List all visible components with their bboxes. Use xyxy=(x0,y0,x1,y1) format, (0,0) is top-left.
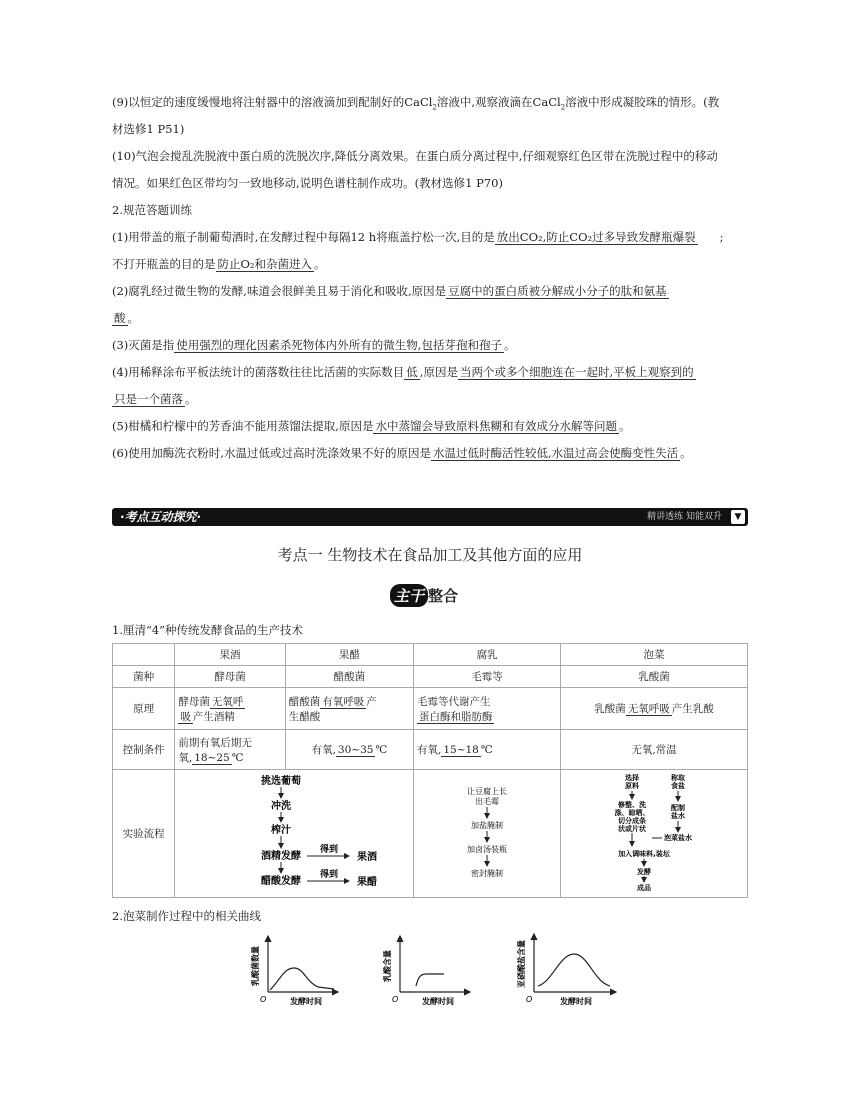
answer: 蛋白酶和脂肪酶 xyxy=(418,710,493,723)
text: 。 xyxy=(314,257,326,271)
origin-label: O xyxy=(260,995,267,1004)
table-cell: 毛霉等 xyxy=(413,666,560,688)
topic-heading: 考点一 生物技术在食品加工及其他方面的应用 xyxy=(277,546,583,564)
table-cell: 无氧,常温 xyxy=(561,730,748,770)
curve-lactic-acid xyxy=(382,936,470,1006)
row-label: 菌种 xyxy=(113,666,175,688)
table-row xyxy=(113,666,748,688)
table-cell xyxy=(413,688,560,730)
text: 。 xyxy=(503,338,516,352)
text: ℃ xyxy=(231,751,244,764)
answer: 无氧呼 xyxy=(211,695,244,708)
flow-step: 配制 xyxy=(671,804,685,812)
curve-nitrite xyxy=(516,934,616,1006)
y-axis-label: 乳酸含量 xyxy=(383,950,392,982)
origin-label: O xyxy=(526,995,533,1004)
flow-step: 密封腌制 xyxy=(470,869,503,878)
text: (1)用带盖的瓶子制葡萄酒时,在发酵过程中每隔12 h将瓶盖拧松一次,目的是 xyxy=(112,230,495,244)
flow-step: 果酒 xyxy=(357,852,378,863)
row-label: 原理 xyxy=(113,688,175,730)
flow-step: 盐水 xyxy=(671,812,685,820)
text: 。 xyxy=(618,419,631,433)
text: 乳酸菌 xyxy=(594,703,626,715)
text: ; xyxy=(719,230,724,244)
text: 毛霉等代谢产生 xyxy=(416,695,491,708)
flow-step: 酒精发酵 xyxy=(261,851,302,862)
curve-lactic-bacteria xyxy=(250,936,338,1006)
flow-step: 得到 xyxy=(320,870,339,880)
flow-step: 泡菜盐水 xyxy=(664,834,692,842)
text: 产生乳酸 xyxy=(671,703,714,715)
y-axis-label: 乳酸菌数量 xyxy=(251,946,260,986)
question-4-cont xyxy=(112,389,748,416)
banner-subtitle: 精讲透练 知能双升 xyxy=(647,512,722,522)
question-1 xyxy=(112,227,748,254)
table-cell xyxy=(413,730,560,770)
table-cell xyxy=(561,688,748,730)
flow-step: 涤、晾晒、 xyxy=(614,809,650,817)
text: 生醋酸 xyxy=(288,710,321,723)
wine-vinegar-flowchart xyxy=(181,772,407,892)
answer: 有氧呼吸 xyxy=(322,695,365,708)
text: 。 xyxy=(185,392,197,406)
row-label: 实验流程 xyxy=(113,770,175,898)
pickle-flowchart xyxy=(564,772,744,892)
text-block xyxy=(112,92,748,470)
answer: 豆腐中的蛋白质被分解成小分子的肽和氨基 xyxy=(448,284,667,298)
flow-step: 加盐腌制 xyxy=(470,821,503,830)
text: 产生酒精 xyxy=(192,710,235,723)
table-cell: 醋酸菌 xyxy=(285,666,413,688)
text: (9)以恒定的速度缓慢地将注射器中的溶液滴加到配制好的CaCl xyxy=(112,95,433,109)
answer: 低 xyxy=(406,365,418,379)
answer: 18~25 xyxy=(194,751,230,764)
flow-step: 冲洗 xyxy=(271,801,292,812)
section-banner xyxy=(112,508,748,526)
flow-step: 醋酸发酵 xyxy=(261,876,302,887)
flow-step: 成品 xyxy=(637,884,651,892)
text: 。 xyxy=(127,311,139,325)
answer: 无氧呼吸 xyxy=(627,703,670,715)
flow-step: 食盐 xyxy=(671,782,685,790)
question-6 xyxy=(112,443,748,470)
banner-title: ·考点互动探究· xyxy=(120,510,202,524)
flow-cell-pickle xyxy=(561,770,748,898)
table-cell xyxy=(285,730,413,770)
para-9-cont: 材选修1 P51) xyxy=(112,122,185,136)
question-5 xyxy=(112,416,748,443)
text: 醋酸菌 xyxy=(288,695,321,708)
answer: 防止O₂和杂菌进入 xyxy=(217,257,313,271)
flow-cell-wine xyxy=(175,770,414,898)
flow-step: 原料 xyxy=(625,782,639,790)
text: 不打开瓶盖的目的是 xyxy=(112,257,216,271)
flow-step: 选择 xyxy=(625,774,639,782)
table-cell xyxy=(175,730,285,770)
table-cell xyxy=(285,688,413,730)
text: (3)灭菌是指 xyxy=(112,338,175,352)
answer: 使用强烈的理化因素杀死物体内外所有的微生物,包括芽孢和孢子 xyxy=(176,338,502,352)
flow-step: 让豆腐上长 xyxy=(466,787,507,796)
flow-step: 发酵 xyxy=(637,868,651,876)
text: ℃ xyxy=(375,744,388,756)
row-label: 控制条件 xyxy=(113,730,175,770)
text: (4)用稀释涂布平板法统计的菌落数往往比活菌的实际数目 xyxy=(112,365,405,379)
answer: 30~35 xyxy=(337,744,374,756)
answer: 水中蒸馏会导致原料焦糊和有效成分水解等问题 xyxy=(375,419,617,433)
text: (5)柑橘和柠檬中的芳香油不能用蒸馏法提取,原因是 xyxy=(112,419,374,433)
table-cell xyxy=(113,644,175,666)
table-header: 果醋 xyxy=(285,644,413,666)
flow-step: 得到 xyxy=(320,845,339,855)
flow-step: 称取 xyxy=(671,774,685,782)
para-9: (9)以恒定的速度缓慢地将注射器中的溶液滴加到配制好的CaCl$_2$溶液中,观察液滴在CaCl$_2$溶液中形成凝胶珠的情形。(教 xyxy=(112,95,720,112)
flow-step: 加卤汤装瓶 xyxy=(466,845,507,854)
flow-step: 挑选葡萄 xyxy=(261,776,302,787)
table-header: 泡菜 xyxy=(561,644,748,666)
answer: 酸 xyxy=(114,311,126,325)
text: ,原因是 xyxy=(419,365,458,379)
pickle-curves xyxy=(248,930,628,1010)
x-axis-label: 发酵时间 xyxy=(560,997,592,1006)
flow-step: 果醋 xyxy=(357,877,378,888)
question-4 xyxy=(112,362,748,389)
table-row xyxy=(113,730,748,770)
section-1-title: 1.厘清“4”种传统发酵食品的生产技术 xyxy=(112,623,304,637)
table-header: 果酒 xyxy=(175,644,285,666)
y-axis-label: 亚硝酸盐含量 xyxy=(517,940,526,988)
text: 酵母菌 xyxy=(178,695,210,708)
text: 。 xyxy=(680,446,692,460)
flow-cell-sufu xyxy=(413,770,560,898)
flow-step: 加入调味料,装坛 xyxy=(618,850,670,858)
text: 溶液中,观察液滴在CaCl xyxy=(436,95,561,109)
flow-step: 出毛霉 xyxy=(474,797,499,806)
para-10: (10)气泡会搅乱洗脱液中蛋白质的洗脱次序,降低分离效果。在蛋白质分离过程中,仔细观察红色区带在洗脱过程中的移动 xyxy=(112,149,718,163)
dropdown-arrow-icon[interactable]: ▼ xyxy=(731,510,745,524)
table-header: 腐乳 xyxy=(413,644,560,666)
flow-step: 切分成条 xyxy=(618,817,646,825)
badge-part-b: 整合 xyxy=(428,587,459,605)
fermentation-table xyxy=(112,643,748,898)
answer: 只是一个菌落 xyxy=(114,392,183,406)
para-10-cont: 情况。如果红色区带均匀一致地移动,说明色谱柱制作成功。(教材选修1 P70) xyxy=(112,176,503,190)
flow-step: 修整、洗 xyxy=(618,801,646,809)
answer: 水温过低时酶活性较低,水温过高会使酶变性失活 xyxy=(432,446,679,460)
origin-label: O xyxy=(392,995,399,1004)
table-row xyxy=(113,770,748,898)
table-cell xyxy=(175,688,285,730)
badge-part-a: 主干 xyxy=(390,584,428,607)
answer: 当两个或多个细胞连在一起时,平板上观察到的 xyxy=(459,365,694,379)
text: 溶液中形成凝胶珠的情形。(教 xyxy=(565,95,720,109)
flow-step: 榨汁 xyxy=(271,825,292,836)
x-axis-label: 发酵时间 xyxy=(422,997,454,1006)
x-axis-label: 发酵时间 xyxy=(290,997,322,1006)
badge xyxy=(390,584,458,607)
table-cell: 酵母菌 xyxy=(175,666,285,688)
text: 有氧, xyxy=(416,744,442,756)
sufu-flowchart xyxy=(417,772,557,892)
answer: 放出CO₂,防止CO₂过多导致发酵瓶爆裂 xyxy=(496,230,696,244)
section-2-title: 2.泡菜制作过程中的相关曲线 xyxy=(112,909,261,923)
table-row xyxy=(113,644,748,666)
section-title: 2.规范答题训练 xyxy=(112,203,192,217)
text: ℃ xyxy=(480,744,493,756)
table-row xyxy=(113,688,748,730)
answer: 15~18 xyxy=(443,744,479,756)
text: 氧, xyxy=(178,751,193,764)
answer: 吸 xyxy=(180,710,191,723)
text: (6)使用加酶洗衣粉时,水温过低或过高时洗涤效果不好的原因是 xyxy=(112,446,431,460)
flow-step: 状或片状 xyxy=(618,825,646,833)
text: 有氧, xyxy=(311,744,336,756)
table-cell: 乳酸菌 xyxy=(561,666,748,688)
question-1-cont xyxy=(112,254,748,281)
text: 前期有氧后期无 xyxy=(178,736,252,749)
text: (2)腐乳经过微生物的发酵,味道会很鲜美且易于消化和吸收,原因是 xyxy=(112,284,447,298)
question-2-cont xyxy=(112,308,748,335)
question-3 xyxy=(112,335,748,362)
question-2 xyxy=(112,281,748,308)
text: 产 xyxy=(366,695,377,708)
